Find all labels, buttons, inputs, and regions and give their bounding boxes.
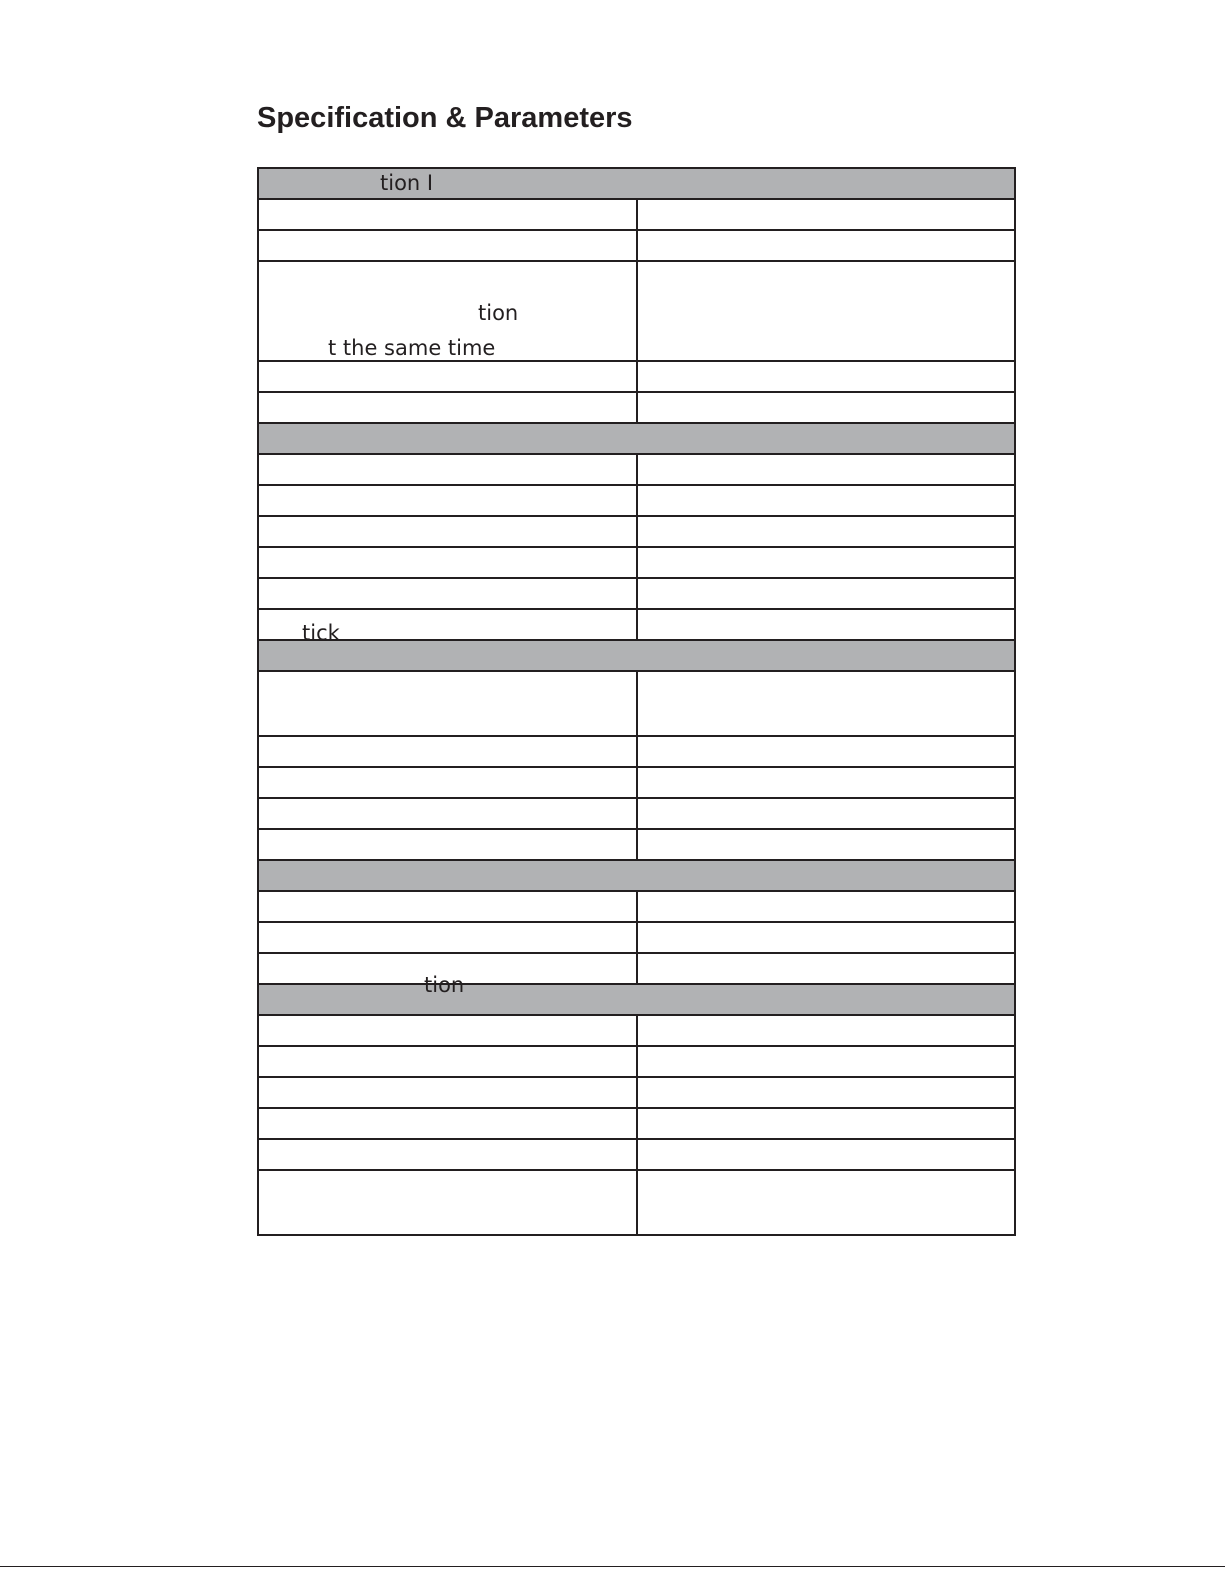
section-header-5: [258, 984, 1015, 1015]
spec-key-cell: [258, 361, 637, 392]
section-1-row-3-text-line-2: t the same time: [328, 336, 496, 360]
spec-value-cell: [637, 953, 1016, 984]
table-row: [258, 392, 1015, 423]
spec-value-cell: [637, 199, 1016, 230]
spec-key-cell: [258, 485, 637, 516]
table-row: [258, 767, 1015, 798]
spec-value-cell: [637, 671, 1016, 736]
table-row: [258, 516, 1015, 547]
section-header-5-cell: [258, 984, 1015, 1015]
section-header-1-cell: [258, 168, 1015, 199]
spec-key-cell: [258, 199, 637, 230]
spec-value-cell: [637, 1077, 1016, 1108]
spec-key-cell: [258, 1077, 637, 1108]
spec-value-cell: [637, 767, 1016, 798]
spec-key-cell: [258, 1046, 637, 1077]
spec-value-cell: [637, 1015, 1016, 1046]
spec-value-cell: [637, 609, 1016, 640]
section-2-row-6-text: tick: [302, 621, 340, 645]
section-header-3-cell: [258, 640, 1015, 671]
spec-key-cell: [258, 798, 637, 829]
spec-key-cell: [258, 454, 637, 485]
spec-value-cell: [637, 547, 1016, 578]
table-row: [258, 609, 1015, 640]
section-1-header-text: tion I: [380, 171, 434, 195]
section-4-row-3-text: tion: [424, 973, 465, 997]
table-row: [258, 485, 1015, 516]
table-row: [258, 1046, 1015, 1077]
page-title: Specification & Parameters: [257, 102, 633, 134]
table-row: [258, 1139, 1015, 1170]
spec-key-cell: [258, 922, 637, 953]
spec-value-cell: [637, 361, 1016, 392]
table-row: [258, 454, 1015, 485]
table-row: [258, 671, 1015, 736]
spec-key-cell: [258, 547, 637, 578]
table-row: [258, 547, 1015, 578]
page-bottom-divider: [0, 1566, 1225, 1567]
spec-value-cell: [637, 578, 1016, 609]
spec-value-cell: [637, 829, 1016, 860]
table-row: [258, 798, 1015, 829]
specification-table: [257, 167, 1016, 1236]
table-row: [258, 578, 1015, 609]
spec-value-cell: [637, 1139, 1016, 1170]
section-header-2-cell: [258, 423, 1015, 454]
section-header-4: [258, 860, 1015, 891]
spec-value-cell: [637, 1046, 1016, 1077]
spec-key-cell: [258, 829, 637, 860]
spec-value-cell: [637, 1170, 1016, 1235]
spec-value-cell: [637, 891, 1016, 922]
table-row: [258, 953, 1015, 984]
table-row: [258, 1015, 1015, 1046]
table-row: [258, 1170, 1015, 1235]
spec-value-cell: [637, 1108, 1016, 1139]
spec-key-cell: [258, 1139, 637, 1170]
spec-value-cell: [637, 230, 1016, 261]
spec-value-cell: [637, 798, 1016, 829]
table-row: [258, 1077, 1015, 1108]
table-row: [258, 922, 1015, 953]
spec-key-cell: [258, 1015, 637, 1046]
section-header-3: [258, 640, 1015, 671]
table-row: [258, 891, 1015, 922]
spec-value-cell: [637, 261, 1016, 361]
spec-key-cell: [258, 516, 637, 547]
spec-value-cell: [637, 485, 1016, 516]
spec-value-cell: [637, 516, 1016, 547]
section-header-2: [258, 423, 1015, 454]
spec-value-cell: [637, 736, 1016, 767]
section-header-1: [258, 168, 1015, 199]
table-row: [258, 361, 1015, 392]
section-header-4-cell: [258, 860, 1015, 891]
table-row: [258, 230, 1015, 261]
spec-key-cell: [258, 891, 637, 922]
spec-value-cell: [637, 454, 1016, 485]
table-row: [258, 736, 1015, 767]
spec-key-cell: [258, 1170, 637, 1235]
spec-key-cell: [258, 736, 637, 767]
spec-value-cell: [637, 922, 1016, 953]
section-1-row-3-text-line-1: tion: [478, 301, 519, 325]
spec-key-cell: [258, 1108, 637, 1139]
spec-value-cell: [637, 392, 1016, 423]
table-row: [258, 199, 1015, 230]
spec-key-cell: [258, 767, 637, 798]
table-row: [258, 1108, 1015, 1139]
spec-key-cell: [258, 230, 637, 261]
spec-key-cell: [258, 671, 637, 736]
table-row: [258, 829, 1015, 860]
spec-key-cell: [258, 578, 637, 609]
spec-key-cell: [258, 392, 637, 423]
